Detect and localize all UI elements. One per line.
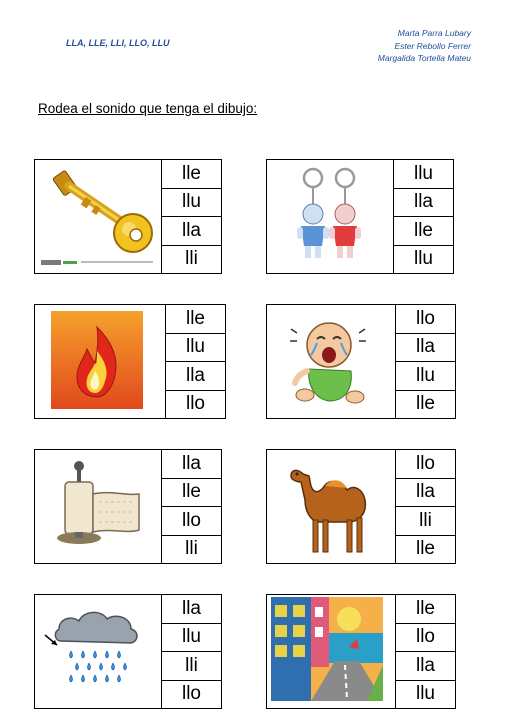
syllable-option[interactable]: lle [162, 478, 221, 507]
syllable-options [395, 305, 455, 418]
author-name: Marta Parra Lubary [397, 28, 471, 38]
syllable-option[interactable]: llo [396, 623, 455, 652]
exercise-card [266, 304, 456, 419]
syllable-option[interactable]: llu [394, 245, 453, 274]
syllable-option[interactable]: llu [396, 361, 455, 390]
exercise-card [34, 594, 222, 709]
syllable-option[interactable]: llo [166, 390, 225, 419]
syllable-options [395, 595, 455, 708]
worksheet-topic: LLA, LLE, LLI, LLO, LLU [66, 38, 170, 48]
syllable-option[interactable]: lle [185, 307, 205, 329]
syllable-options [161, 160, 221, 273]
syllable-options [165, 305, 225, 418]
syllable-option[interactable]: lli [162, 535, 221, 564]
syllable-option[interactable]: llu [396, 680, 455, 709]
street-icon [267, 595, 394, 708]
syllable-option[interactable]: lle [396, 535, 455, 564]
exercise-card [34, 449, 222, 564]
syllable-option[interactable]: lla [394, 188, 453, 217]
key-icon [35, 160, 162, 273]
rain-cloud-icon [35, 595, 162, 708]
syllable-option[interactable]: lla [181, 452, 201, 474]
syllable-option[interactable]: llu [162, 188, 221, 217]
author-name: Margalida Tortella Mateu [377, 53, 471, 63]
instruction-text: Rodea el sonido que tenga el dibujo: [38, 101, 258, 116]
exercise-card [266, 449, 456, 564]
syllable-option[interactable]: llo [162, 680, 221, 709]
syllable-option[interactable]: llu [166, 333, 225, 362]
syllable-option[interactable]: lla [396, 478, 455, 507]
flame-icon [35, 305, 162, 418]
syllable-options [161, 595, 221, 708]
crying-baby-icon [267, 305, 394, 418]
towel-roll-icon [35, 450, 162, 563]
syllable-option[interactable]: llo [415, 452, 435, 474]
syllable-option[interactable]: lle [394, 216, 453, 245]
syllable-option[interactable]: lli [396, 506, 455, 535]
syllable-option[interactable]: llo [415, 307, 435, 329]
exercise-card [34, 159, 222, 274]
syllable-option[interactable]: lli [162, 245, 221, 274]
syllable-option[interactable]: lle [396, 390, 455, 419]
syllable-option[interactable]: lla [396, 333, 455, 362]
exercise-card [266, 594, 456, 709]
syllable-option[interactable]: lli [162, 651, 221, 680]
syllable-option[interactable]: lla [396, 651, 455, 680]
syllable-option[interactable]: lle [415, 597, 435, 619]
syllable-option[interactable]: lla [181, 597, 201, 619]
exercise-card [266, 159, 454, 274]
syllable-option[interactable]: lla [162, 216, 221, 245]
syllable-options [395, 450, 455, 563]
syllable-option[interactable]: lle [181, 162, 201, 184]
syllable-option[interactable]: lla [166, 361, 225, 390]
syllable-option[interactable]: llu [413, 162, 433, 184]
keychain-dolls-icon [267, 160, 394, 273]
syllable-options [393, 160, 453, 273]
exercise-card [34, 304, 226, 419]
authors-block [378, 27, 471, 65]
syllable-options [161, 450, 221, 563]
syllable-option[interactable]: llu [162, 623, 221, 652]
author-name: Ester Rebollo Ferrer [394, 40, 471, 51]
syllable-option[interactable]: llo [162, 506, 221, 535]
camel-icon [267, 450, 394, 563]
